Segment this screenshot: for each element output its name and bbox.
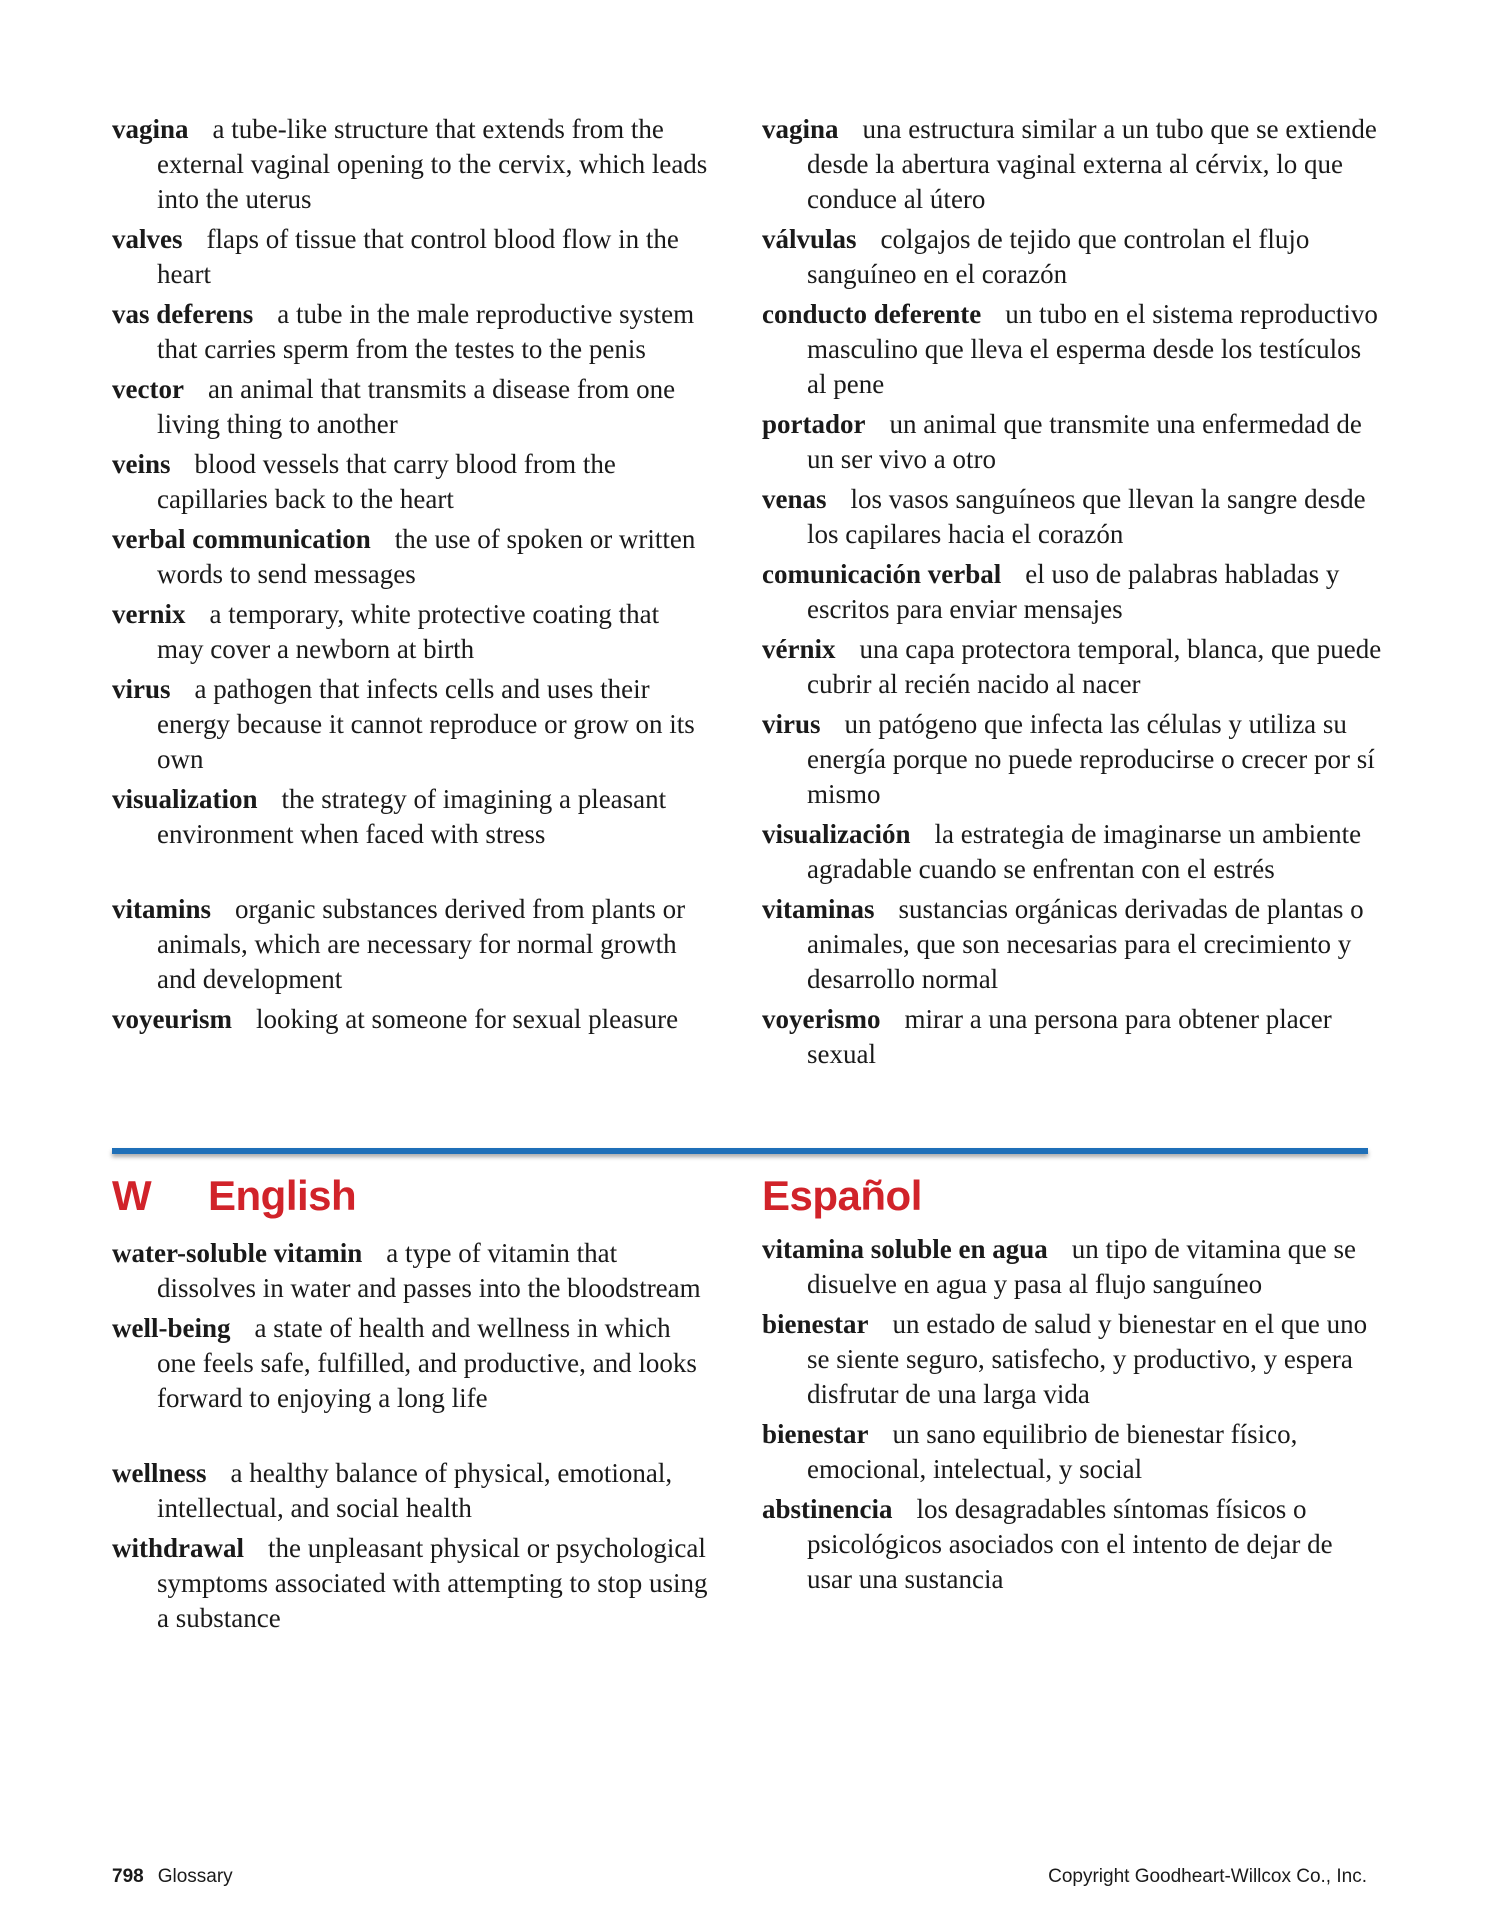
entry-term: válvulas — [762, 224, 857, 254]
glossary-entry — [112, 447, 712, 517]
entry-term: verbal communication — [112, 524, 371, 554]
glossary-entry — [112, 782, 712, 852]
entry-term: veins — [112, 449, 171, 479]
entry-definition: los desagradables síntomas físicos o psicológicos asociados con el intento de dejar de usar una sustancia — [807, 1494, 1333, 1594]
entry-definition: a state of health and wellness in which one feels safe, fulfilled, and productive, and looks forward to enjoying a long life — [157, 1313, 697, 1413]
entry-definition: the strategy of imagining a pleasant environment when faced with stress — [157, 784, 667, 849]
glossary-entry — [762, 707, 1382, 812]
glossary-entry — [112, 597, 712, 667]
entry-definition: un sano equilibrio de bienestar físico, emocional, intelectual, y social — [807, 1419, 1298, 1484]
glossary-entry — [112, 1236, 712, 1306]
entry-term: venas — [762, 484, 827, 514]
glossary-entry — [762, 1492, 1382, 1597]
entry-definition: an animal that transmits a disease from one living thing to another — [157, 374, 676, 439]
glossary-entry — [112, 372, 712, 442]
entry-term: well-being — [112, 1313, 231, 1343]
glossary-entry — [112, 1002, 712, 1037]
glossary-entry — [112, 1456, 712, 1526]
glossary-entry — [762, 632, 1382, 702]
entry-definition: a pathogen that infects cells and uses their energy because it cannot reproduce or grow on its own — [157, 674, 695, 774]
entry-definition: a temporary, white protective coating that may cover a newborn at birth — [157, 599, 660, 664]
entry-definition: un tubo en el sistema reproductivo masculino que lleva el esperma desde los testículos al pene — [807, 299, 1378, 399]
copyright-notice: Copyright Goodheart-Willcox Co., Inc. — [1048, 1866, 1367, 1887]
entry-term: virus — [762, 709, 821, 739]
language-label-english: English — [208, 1172, 357, 1219]
glossary-entry — [112, 222, 712, 292]
entry-definition: una estructura similar a un tubo que se extiende desde la abertura vaginal externa al cérvix, lo que conduce al útero — [807, 114, 1377, 214]
entry-term: vitaminas — [762, 894, 875, 924]
entry-term: withdrawal — [112, 1533, 245, 1563]
section-divider — [112, 1148, 1368, 1154]
page-footer-left — [112, 1866, 233, 1888]
glossary-entry — [762, 1307, 1382, 1412]
glossary-entry — [762, 1417, 1382, 1487]
entry-term: vérnix — [762, 634, 836, 664]
entry-definition: mirar a una persona para obtener placer sexual — [807, 1004, 1332, 1069]
section-letter: W — [112, 1172, 152, 1219]
entry-term: virus — [112, 674, 171, 704]
entry-term: bienestar — [762, 1419, 869, 1449]
glossary-entry — [112, 892, 712, 997]
entry-definition: looking at someone for sexual pleasure — [255, 1004, 679, 1034]
entry-term: comunicación verbal — [762, 559, 1002, 589]
entry-term: visualización — [762, 819, 911, 849]
glossary-entry — [762, 892, 1382, 997]
glossary-entry — [762, 407, 1382, 477]
glossary-entry — [762, 222, 1382, 292]
glossary-entry — [112, 297, 712, 367]
entry-definition: un tipo de vitamina que se disuelve en agua y pasa al flujo sanguíneo — [807, 1234, 1356, 1299]
entry-definition: un estado de salud y bienestar en el que uno se siente seguro, satisfecho, y productivo, y espera disfrutar de una larga vida — [807, 1309, 1368, 1409]
entry-term: water-soluble vitamin — [112, 1238, 363, 1268]
entry-term: visualization — [112, 784, 258, 814]
entry-definition: el uso de palabras habladas y escritos para enviar mensajes — [807, 559, 1340, 624]
glossary-entry — [112, 522, 712, 592]
entry-definition: los vasos sanguíneos que llevan la sangre desde los capilares hacia el corazón — [807, 484, 1366, 549]
w-english-column — [112, 1236, 712, 1641]
entry-term: conducto deferente — [762, 299, 982, 329]
entry-definition: un animal que transmite una enfermedad de un ser vivo a otro — [807, 409, 1362, 474]
entry-definition: sustancias orgánicas derivadas de plantas o animales, que son necesarias para el crecimiento y desarrollo normal — [807, 894, 1364, 994]
v-spanish-column — [762, 112, 1382, 1077]
w-spanish-column — [762, 1232, 1382, 1602]
entry-term: valves — [112, 224, 183, 254]
entry-definition: una capa protectora temporal, blanca, que puede cubrir al recién nacido al nacer — [807, 634, 1382, 699]
entry-term: vitamins — [112, 894, 212, 924]
page-number: 798 — [112, 1866, 144, 1887]
entry-term: voyerismo — [762, 1004, 881, 1034]
entry-definition: a type of vitamin that dissolves in water and passes into the bloodstream — [157, 1238, 701, 1303]
entry-term: vitamina soluble en agua — [762, 1234, 1048, 1264]
entry-term: bienestar — [762, 1309, 869, 1339]
entry-definition: a tube-like structure that extends from the external vaginal opening to the cervix, which leads into the uterus — [157, 114, 708, 214]
language-label-spanish: Español — [762, 1172, 922, 1219]
entry-term: portador — [762, 409, 866, 439]
glossary-entry — [112, 112, 712, 217]
v-english-column — [112, 112, 712, 1042]
section-heading-english — [112, 1168, 356, 1224]
entry-definition: blood vessels that carry blood from the capillaries back to the heart — [157, 449, 616, 514]
glossary-entry — [762, 297, 1382, 402]
glossary-entry — [112, 1311, 712, 1416]
entry-definition: the use of spoken or written words to send messages — [157, 524, 696, 589]
section-heading-spanish — [762, 1168, 922, 1224]
glossary-entry — [762, 112, 1382, 217]
entry-term: vector — [112, 374, 184, 404]
glossary-entry — [112, 1531, 712, 1636]
glossary-entry — [762, 482, 1382, 552]
footer-section-name: Glossary — [157, 1866, 233, 1887]
entry-term: vernix — [112, 599, 186, 629]
entry-definition: a healthy balance of physical, emotional, intellectual, and social health — [157, 1458, 673, 1523]
entry-term: vagina — [112, 114, 189, 144]
entry-definition: la estrategia de imaginarse un ambiente agradable cuando se enfrentan con el estrés — [807, 819, 1362, 884]
glossary-entry — [112, 672, 712, 777]
glossary-entry — [762, 1232, 1382, 1302]
entry-definition: a tube in the male reproductive system that carries sperm from the testes to the penis — [157, 299, 695, 364]
entry-definition: un patógeno que infecta las células y utiliza su energía porque no puede reproducirse o crecer por sí mismo — [807, 709, 1375, 809]
entry-term: voyeurism — [112, 1004, 232, 1034]
entry-definition: organic substances derived from plants or animals, which are necessary for normal growth and development — [157, 894, 686, 994]
glossary-entry — [762, 557, 1382, 627]
entry-term: abstinencia — [762, 1494, 893, 1524]
entry-definition: the unpleasant physical or psychological symptoms associated with attempting to stop using a substance — [157, 1533, 708, 1633]
entry-definition: flaps of tissue that control blood flow in the heart — [157, 224, 679, 289]
glossary-entry — [762, 1002, 1382, 1072]
entry-term: vagina — [762, 114, 839, 144]
entry-term: wellness — [112, 1458, 207, 1488]
glossary-entry — [762, 817, 1382, 887]
entry-definition: colgajos de tejido que controlan el flujo sanguíneo en el corazón — [807, 224, 1310, 289]
entry-term: vas deferens — [112, 299, 254, 329]
